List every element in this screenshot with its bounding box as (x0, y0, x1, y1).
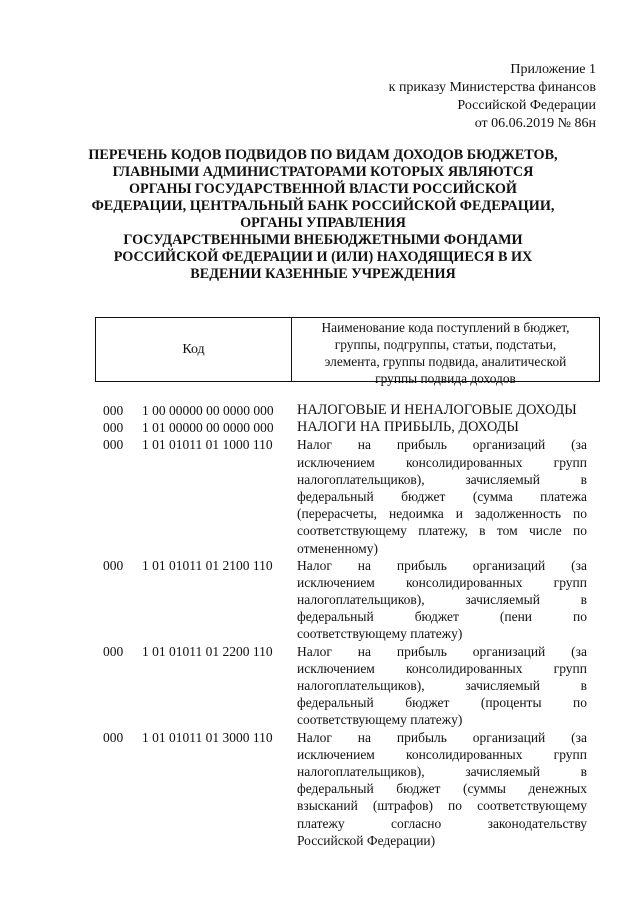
list-item (0, 729, 640, 849)
admin-code: 000 (103, 643, 124, 659)
income-name-line: налогоплательщиков), зачисляемый в (297, 678, 587, 693)
income-name-line: Налог на прибыль организаций (за (297, 729, 587, 745)
income-code: 1 01 01011 01 1000 110 (142, 437, 273, 453)
admin-code: 000 (103, 403, 124, 418)
appendix-line: Приложение 1 (510, 62, 596, 77)
income-name-line: Налог на прибыль организаций (за (297, 437, 587, 453)
header-name-line: Наименование кода поступлений в бюджет, (321, 320, 570, 335)
document-title (88, 147, 558, 283)
income-name-line: федеральный бюджет (суммы денежных (297, 781, 587, 797)
income-name-line: (перерасчеты, недоимка и задолженность по (297, 506, 587, 522)
list-item (0, 419, 640, 436)
income-name-line: Налог на прибыль организаций (за (297, 557, 587, 573)
income-name-line: федеральный бюджет (проценты по (297, 695, 587, 711)
appendix-reference (389, 61, 596, 133)
list-item (0, 436, 640, 556)
income-name-line: налогоплательщиков), зачисляемый в (297, 592, 587, 608)
title-line: ПЕРЕЧЕНЬ КОДОВ ПОДВИДОВ ПО ВИДАМ ДОХОДОВ БЮДЖЕТОВ, (88, 147, 558, 163)
income-name-line: исключением консолидированных групп (297, 454, 587, 470)
title-line: ГОСУДАРСТВЕННЫМИ ВНЕБЮДЖЕТНЫМИ ФОНДАМИ (123, 232, 523, 248)
title-line: ГЛАВНЫМИ АДМИНИСТРАТОРАМИ КОТОРЫХ ЯВЛЯЮТСЯ (112, 164, 534, 180)
income-name-line: НАЛОГОВЫЕ И НЕНАЛОГОВЫЕ ДОХОДЫ (297, 402, 577, 418)
income-name-line: взысканий (штрафов) по соответствующему (297, 798, 587, 814)
income-name-line: соответствующему платежу, в том числе по (297, 523, 587, 539)
income-code: 1 01 01011 01 2100 110 (142, 557, 273, 573)
income-name-line: налогоплательщиков), зачисляемый в (297, 763, 587, 779)
title-line: ОРГАНЫ УПРАВЛЕНИЯ (240, 215, 406, 231)
title-line: РОССИЙСКОЙ ФЕДЕРАЦИИ И (ИЛИ) НАХОДЯЩИЕСЯ В ИХ (113, 249, 533, 265)
income-name (297, 557, 587, 643)
header-name-line: группы, подгруппы, статьи, подстатьи, (334, 337, 557, 352)
table-header (95, 317, 600, 386)
title-line: ОРГАНЫ ГОСУДАРСТВЕННОЙ ВЛАСТИ РОССИЙСКОЙ (129, 181, 517, 197)
income-name-line: НАЛОГИ НА ПРИБЫЛЬ, ДОХОДЫ (297, 419, 519, 436)
income-code: 1 01 01011 01 3000 110 (142, 729, 273, 745)
income-name (297, 402, 587, 419)
income-name (297, 419, 587, 436)
income-name-line: федеральный бюджет (пени по (297, 609, 587, 625)
income-code: 1 00 00000 00 0000 000 (142, 403, 274, 418)
appendix-line: Российской Федерации (457, 98, 596, 113)
list-item (0, 643, 640, 729)
admin-code: 000 (103, 437, 124, 453)
income-name-line: соответствующему платежу) (297, 626, 463, 642)
header-name-cell (292, 318, 599, 386)
income-name-line: федеральный бюджет (сумма платежа (297, 488, 587, 504)
title-line: ВЕДЕНИИ КАЗЕННЫЕ УЧРЕЖДЕНИЯ (190, 266, 456, 282)
income-name (297, 436, 587, 556)
header-name-line: элемента, группы подвида, аналитической (324, 354, 567, 369)
header-name-line: группы подвида доходов (375, 371, 516, 386)
income-code: 1 01 00000 00 0000 000 (142, 420, 274, 436)
income-name-line: исключением консолидированных групп (297, 746, 587, 762)
admin-code: 000 (103, 420, 124, 436)
income-name-line: исключением консолидированных групп (297, 660, 587, 676)
code-list (0, 402, 640, 849)
list-item (0, 557, 640, 643)
income-name-line: отмененному) (297, 540, 378, 556)
appendix-line: к приказу Министерства финансов (388, 80, 596, 95)
header-code-cell (96, 318, 292, 381)
income-name (297, 729, 587, 849)
income-name-line: соответствующему платежу) (297, 712, 463, 728)
income-name-line: исключением консолидированных групп (297, 574, 587, 590)
admin-code: 000 (103, 729, 124, 745)
income-name (297, 643, 587, 729)
appendix-line: от 06.06.2019 № 86н (474, 116, 596, 131)
income-name-line: Налог на прибыль организаций (за (297, 643, 587, 659)
income-name-line: Российской Федерации) (297, 832, 436, 848)
income-code: 1 01 01011 01 2200 110 (142, 643, 273, 659)
income-name-line: платежу согласно законодательству (297, 815, 587, 831)
income-name-line: налогоплательщиков), зачисляемый в (297, 471, 587, 487)
header-code-label: Код (182, 341, 205, 357)
title-line: ФЕДЕРАЦИИ, ЦЕНТРАЛЬНЫЙ БАНК РОССИЙСКОЙ ФЕДЕРАЦИИ, (91, 198, 555, 214)
list-item (0, 402, 640, 419)
admin-code: 000 (103, 557, 124, 573)
